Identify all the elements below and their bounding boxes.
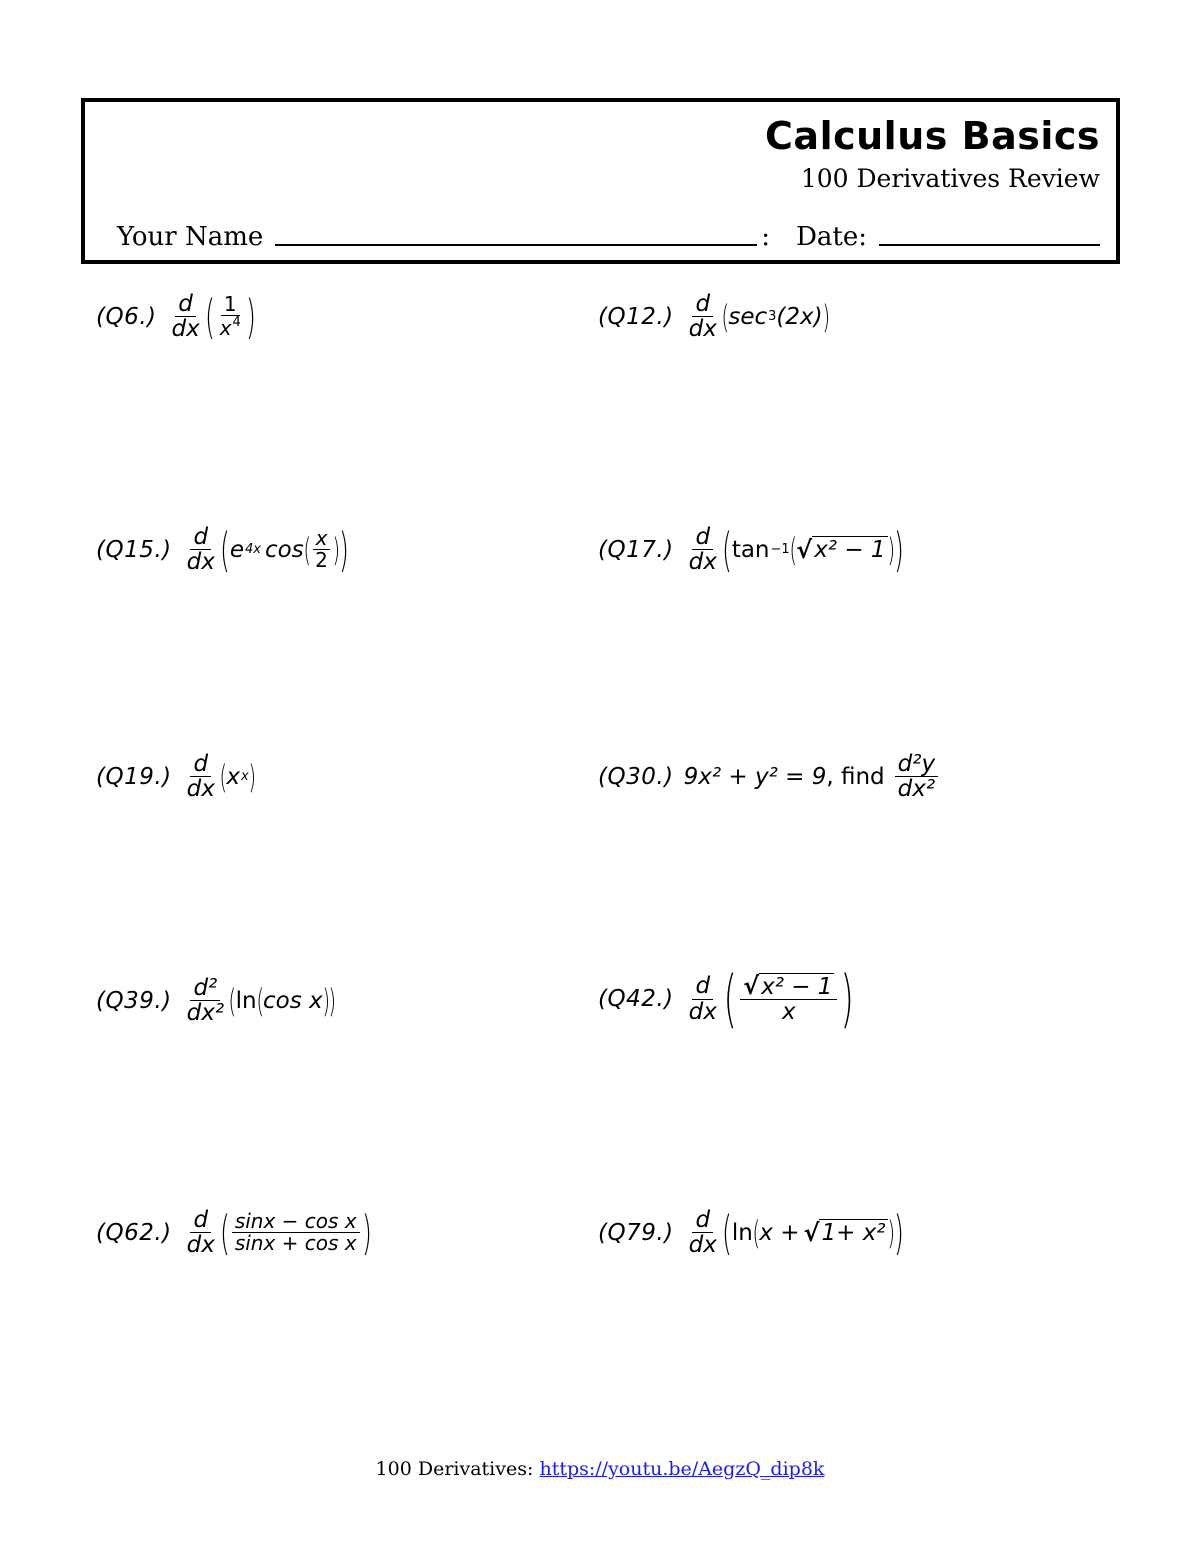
q17-expression: $\frac{d}{dx}$ ( tan −1 ( √ x² − 1 ) ) <box>684 525 904 574</box>
d-dx: $\frac{d}{dx}$ <box>688 1207 717 1259</box>
question-q42 <box>598 962 856 1035</box>
q6-expression: $\frac{d}{dx}$ ( $\frac{1}{x^4}$ ) <box>167 292 256 341</box>
question-label: (Q39.) <box>96 987 172 1014</box>
question-q12 <box>598 292 829 341</box>
name-field[interactable] <box>275 240 757 246</box>
question-label: (Q79.) <box>598 1219 674 1246</box>
page-title: Calculus Basics <box>765 114 1100 158</box>
d2-dx2: $\frac{\text{d²}}{\text{dx²}}$ <box>186 975 225 1027</box>
video-link[interactable]: https://youtu.be/AegzQ_dip8k <box>539 1458 825 1480</box>
question-label: (Q42.) <box>598 986 674 1012</box>
q12-expression: $\frac{d}{dx}$ ( sec 3 (2x) ) <box>684 292 829 341</box>
question-label: (Q15.) <box>96 536 172 563</box>
question-label: (Q30.) <box>598 763 674 790</box>
d-dx: $\frac{d}{dx}$ <box>688 524 717 576</box>
name-label: Your Name <box>117 222 264 252</box>
date-field[interactable] <box>879 240 1100 246</box>
d2y-dx2: $\frac{\text{d²y}}{\text{dx²}}$ <box>895 752 938 801</box>
date-label: Date: <box>796 222 868 252</box>
question-label: (Q17.) <box>598 536 674 563</box>
colon: : <box>761 222 771 252</box>
page-subtitle: 100 Derivatives Review <box>800 164 1100 193</box>
question-label: (Q62.) <box>96 1219 172 1246</box>
question-label: (Q6.) <box>96 303 157 330</box>
q79-expression: $\frac{d}{dx}$ ( ln ( x + √ 1+ x² ) ) <box>684 1208 904 1257</box>
q42-expression: $\frac{d}{dx}$ ( $\frac{\text{√x² − 1}}{x}$ ) <box>684 968 856 1030</box>
q15-expression: $\frac{d}{dx}$ ( e 4x cos ( $\frac{x}{2}$ ) ) <box>182 525 350 574</box>
question-label: (Q12.) <box>598 303 674 330</box>
fraction: $\frac{x}{2}$ <box>312 528 331 571</box>
d-dx: $\frac{d}{dx}$ <box>688 973 717 1025</box>
footer <box>0 1458 1200 1480</box>
q62-expression: $\frac{d}{dx}$ ( $\frac{\text{sinx − cos x}}{\text{sinx + cos x}}$ ) <box>182 1208 372 1257</box>
question-q30 <box>598 752 940 801</box>
question-q15 <box>96 522 350 577</box>
question-q6 <box>96 289 256 344</box>
fraction: $\frac{\text{√x² − 1}}{x}$ <box>740 974 837 1024</box>
question-q19 <box>96 752 255 801</box>
footer-label: 100 Derivatives: <box>375 1458 534 1480</box>
d-dx: $\frac{d}{dx}$ <box>186 524 215 576</box>
d-dx: $\frac{d}{dx}$ <box>688 291 717 343</box>
fraction: $\frac{\text{sinx − cos x}}{\text{sinx + cos x}}$ <box>232 1211 360 1254</box>
name-date-row <box>117 216 1100 252</box>
q19-expression: $\frac{d}{dx}$ ( x x ) <box>182 752 256 801</box>
d-dx: $\frac{d}{dx}$ <box>186 751 215 803</box>
question-label: (Q19.) <box>96 763 172 790</box>
fraction: $\frac{1}{x^4}$ <box>219 292 241 341</box>
question-q39 <box>96 976 336 1025</box>
question-q62 <box>96 1205 372 1260</box>
header-box <box>81 98 1120 264</box>
q30-expression: 9x² + y² = 9 , find $\frac{\text{d²y}}{\text{dx²}}$ <box>684 752 940 801</box>
d-dx: $\frac{d}{dx}$ <box>171 291 200 343</box>
question-q79 <box>598 1205 904 1260</box>
question-q17 <box>598 522 904 577</box>
q39-expression: $\frac{\text{d²}}{\text{dx²}}$ ( ln ( cos x ) ) <box>182 976 336 1025</box>
d-dx: $\frac{d}{dx}$ <box>186 1207 215 1259</box>
